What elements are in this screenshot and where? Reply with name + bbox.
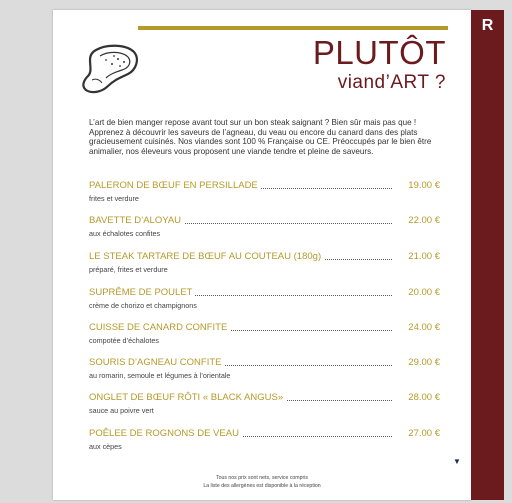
menu-item-description: frites et verdure	[89, 194, 139, 203]
menu-item-description: aux cèpes	[89, 442, 122, 451]
menu-item-price: 28.00 €	[404, 391, 440, 404]
menu-item-price: 27.00 €	[404, 427, 440, 440]
footer-allergen-note: La liste des allergènes est disponible à la réception	[203, 482, 321, 489]
menu-item-description: compotée d’échalotes	[89, 336, 159, 345]
menu-item	[89, 250, 440, 280]
menu-item-description: préparé, frites et verdure	[89, 265, 168, 274]
menu-item	[89, 321, 440, 351]
menu-item	[89, 427, 440, 457]
steak-icon	[74, 40, 142, 98]
menu-item-name: LE STEAK TARTARE DE BŒUF AU COUTEAU (180g)	[89, 250, 324, 263]
menu-item-description: aux échalotes confites	[89, 229, 161, 238]
menu-item-price: 24.00 €	[404, 321, 440, 334]
menu-item-price: 29.00 €	[404, 356, 440, 369]
footer-notes	[53, 475, 471, 490]
sidebar	[471, 10, 504, 500]
menu-item	[89, 286, 440, 316]
page-subtitle: viand’ART ?	[337, 72, 446, 93]
menu-item-name: SUPRÊME DE POULET	[89, 286, 195, 299]
menu-item-description: sauce au poivre vert	[89, 406, 154, 415]
menu-item-price: 21.00 €	[404, 250, 440, 263]
menu-item-name: SOURIS D’AGNEAU CONFITE	[89, 356, 225, 369]
menu-item	[89, 391, 440, 421]
footer-price-note: Tous nos prix sont nets, service compris	[216, 475, 308, 481]
brand-logo-icon[interactable]: R	[481, 17, 494, 34]
menu-item-name: CUISSE DE CANARD CONFITE	[89, 321, 230, 334]
menu-item	[89, 214, 440, 244]
menu-item-description: au romarin, semoule et légumes à l’orientale	[89, 371, 231, 380]
menu-item-name: BAVETTE D’ALOYAU	[89, 214, 184, 227]
menu-item-name: PALERON DE BŒUF EN PERSILLADE	[89, 179, 261, 192]
menu-item-price: 22.00 €	[404, 214, 440, 227]
scroll-down-icon[interactable]: ▼	[453, 457, 461, 466]
menu-item-name: ONGLET DE BŒUF RÔTI « BLACK ANGUS»	[89, 391, 286, 404]
title-divider	[138, 26, 448, 30]
page-title: PLUTÔT	[312, 34, 446, 71]
menu-item-price: 20.00 €	[404, 286, 440, 299]
intro-paragraph: L’art de bien manger repose avant tout sur un bon steak saignant ? Bien sûr mais pas que ! Apprenez à découvrir les saveurs de l’agneau, du veau ou encore du canard dans des plats gracieusement cuisinés. Nos viandes sont 100 % Française ou CE. Préoccupés par le bien être animalier, nos éleveurs vous proposent une viande tendre et pleine de saveurs.	[89, 118, 432, 156]
menu-item-name: POÊLEE DE ROGNONS DE VEAU	[89, 427, 242, 440]
menu-item-description: crème de chorizo et champignons	[89, 301, 197, 310]
menu-item	[89, 179, 440, 209]
menu-item	[89, 356, 440, 386]
menu-item-price: 19.00 €	[404, 179, 440, 192]
